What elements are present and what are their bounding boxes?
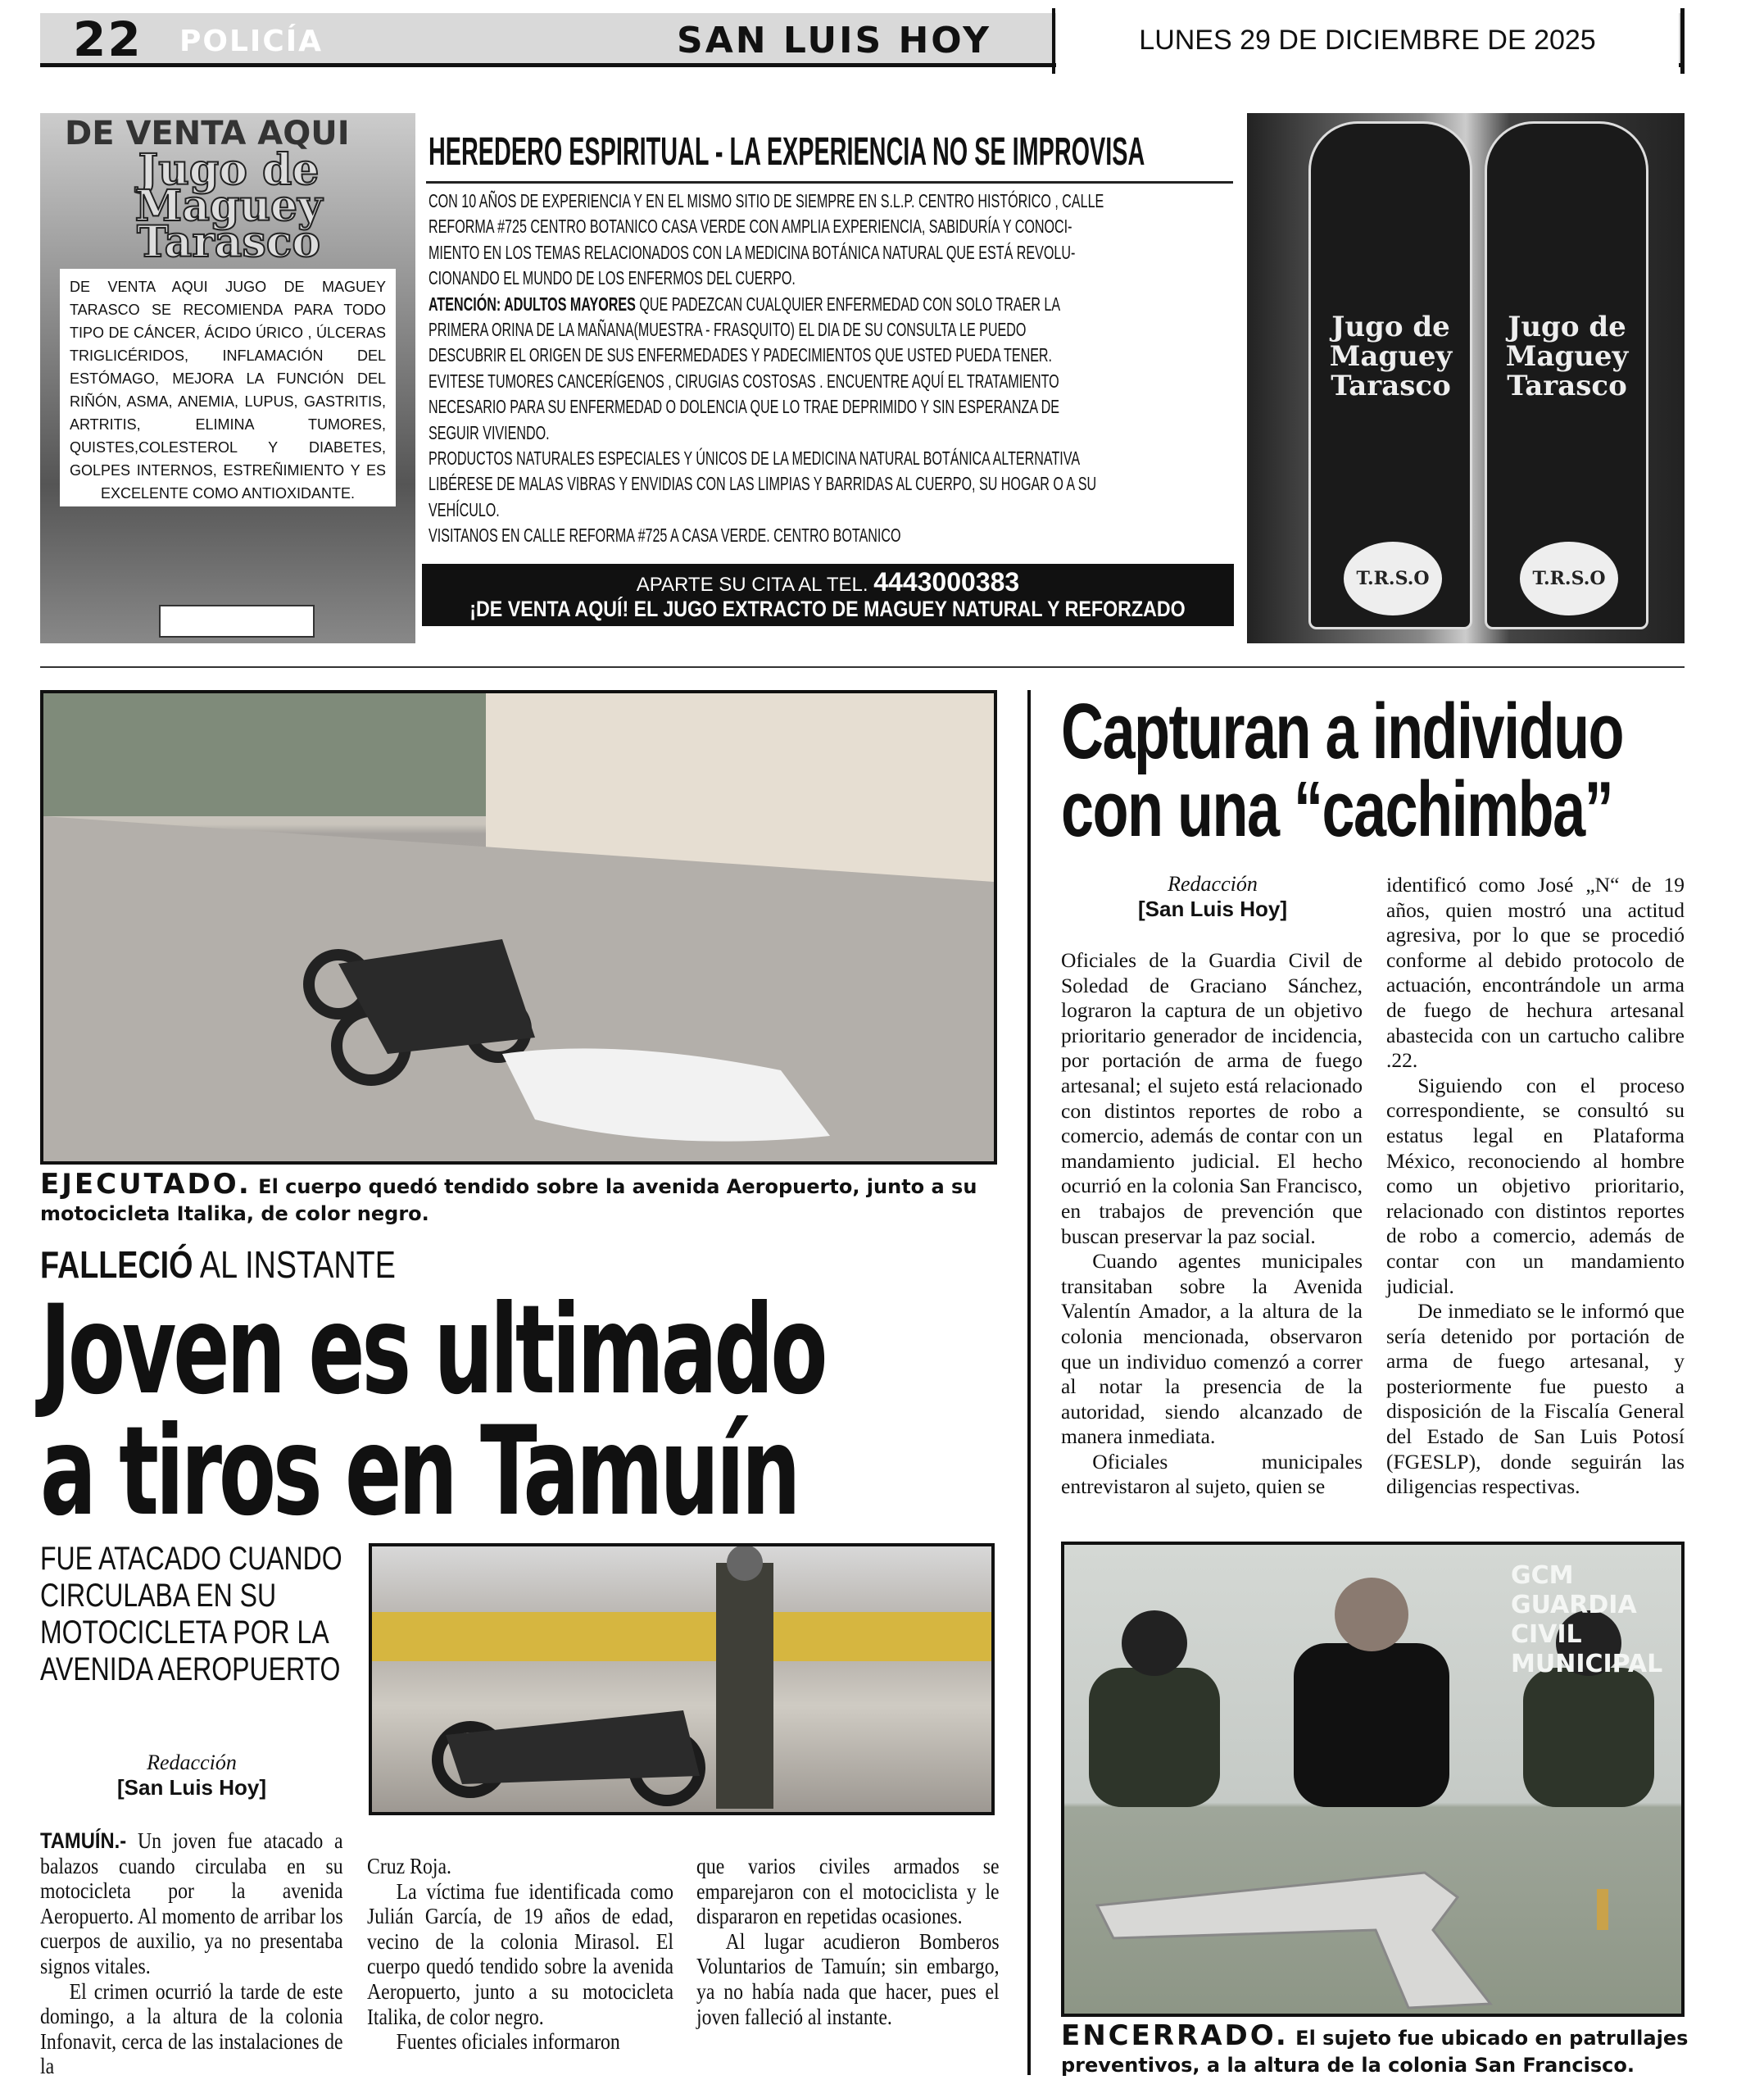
ad-line: CON 10 AÑOS DE EXPERIENCIA Y EN EL MISMO SITIO DE SIEMPRE EN S.L.P. CENTRO HISTÓRICO , CALLE	[429, 190, 1104, 211]
paragraph: El crimen ocurrió la tarde de este domingo, a la altura de la colonia Infonavit, cerca de las instalaciones de la	[40, 1978, 343, 2079]
photo-illustration	[43, 693, 994, 1161]
caption-kicker: EJECUTADO.	[40, 1168, 252, 1201]
ad-line	[429, 292, 1231, 317]
caption-text: El cuerpo quedó tendido sobre la avenida Aeropuerto, junto a su motocicleta Italika, de color negro.	[40, 1175, 977, 1225]
bottle-brand: T.R.S.O	[1344, 542, 1442, 615]
paragraph: Siguiendo con el proceso correspondiente, se consultó su estatus legal en Plataforma México, reconociendo al hombre como un objetivo prioritario, relacionado con distintos reportes de robo a comercio, además de contar con un mandamiento judicial.	[1386, 1073, 1685, 1298]
ad-line: NECESARIO PARA SU ENFERMEDAD O DOLENCIA QUE LO TRAE DEPRIMIDO Y SIN ESPERANZA DE	[429, 396, 1060, 418]
byline	[1061, 872, 1364, 922]
section-divider	[40, 666, 1685, 668]
article-column	[367, 1854, 673, 2055]
paragraph: Oficiales municipales entrevistaron al sujeto, quien se	[1061, 1449, 1363, 1499]
ad-rule	[426, 181, 1233, 184]
paragraph: identificó como José „N“ de 19 años, quien mostró una actitud agresiva, por lo que se procedió conforme al debido protocolo de actuación, encontrándole un arma de fuego de hechura artesanal abastecida con un cartucho calibre .22.	[1386, 873, 1685, 1073]
ad-product-logo: Jugo de Maguey Tarasco	[134, 145, 323, 267]
ad-maguey-image	[40, 113, 415, 643]
paragraph: La víctima fue identificada como Julián García, de 19 años de edad, vecino de la colonia Mirasol. El cuerpo quedó tendido sobre la avenida Aeropuerto, junto a su motocicleta Italika, de color negro.	[367, 1878, 673, 2029]
issue-date: LUNES 29 DE DICIEMBRE DE 2025	[1056, 13, 1679, 67]
paragraph-text: Un joven fue atacado a balazos cuando circulaba en su motocicleta por la avenida Aeropuerto. Al momento de arribar los cuerpos de auxilio, ya no presentaba signos vitales.	[40, 1828, 343, 1978]
ad-body	[429, 188, 1231, 549]
paragraph: Cruz Roja.	[367, 1854, 451, 1878]
photo-police-at-scene	[369, 1543, 995, 1815]
ad-phone-line	[422, 567, 1234, 597]
paragraph	[40, 1828, 343, 1979]
ad-cta-line: ¡DE VENTA AQUÍ! EL JUGO EXTRACTO DE MAGUEY NATURAL Y REFORZADO	[469, 597, 1186, 621]
column-rule	[1027, 690, 1031, 2075]
byline-outlet: [San Luis Hoy]	[116, 1775, 266, 1800]
photo-caption	[40, 1168, 1007, 1227]
ad-line: CIONANDO EL MUNDO DE LOS ENFERMOS DEL CUERPO.	[429, 267, 796, 289]
ad-title: HEREDERO ESPIRITUAL - LA EXPERIENCIA NO SE IMPROVISA	[429, 130, 1145, 174]
kicker-rest: AL INSTANTE	[193, 1243, 396, 1286]
ad-line: VISITANOS EN CALLE REFORMA #725 A CASA VERDE. CENTRO BOTANICO	[429, 524, 901, 547]
kicker-bold: FALLECIÓ	[40, 1243, 193, 1286]
paragraph: Fuentes oficiales informaron	[396, 2029, 620, 2055]
paragraph: Al lugar acudieron Bomberos Voluntarios de Tamuín; sin embargo, ya no había nada que hacer, pues el joven falleció al instante.	[696, 1928, 1000, 2029]
photo-caption	[1061, 2019, 1692, 2078]
article-headline: Capturan a individuo con una “cachimba”	[1061, 688, 1624, 853]
byline-label: Redacción	[1168, 872, 1258, 896]
paragraph: Cuando agentes municipales transitaban sobre la Avenida Valentín Amador, a la altura de la colonia mencionada, observaron que un individuo comenzó a correr al notar la presencia de la autoridad, siendo alcanzado de manera inmediata.	[1061, 1249, 1363, 1449]
ad-line: LIBÉRESE DE MALAS VIBRAS Y ENVIDIAS CON LAS LIMPIAS Y BARRIDAS AL CUERPO, SU HOGAR O A SU	[429, 473, 1097, 495]
ad-line: VEHÍCULO.	[429, 498, 500, 520]
ad-line: PRIMERA ORINA DE LA MAÑANA(MUESTRA - FRASQUITO) EL DIA DE SU CONSULTA LE PUEDO	[429, 319, 1027, 341]
page-number: 22	[73, 11, 143, 67]
article-column	[40, 1828, 343, 2079]
article-column	[1061, 948, 1363, 1500]
ad-attention: ATENCIÓN: ADULTOS MAYORES	[429, 293, 636, 315]
ad-phone: 4443000383	[873, 567, 1020, 597]
ad-line: EVITESE TUMORES CANCERÍGENOS , CIRUGIAS COSTOSAS . ENCUENTRE AQUÍ EL TRATAMIENTO	[429, 370, 1059, 392]
bottle-label: Jugo de Maguey Tarasco	[1329, 311, 1453, 402]
page-header	[40, 13, 1685, 67]
photo-detainee-and-weapon	[1061, 1542, 1685, 2017]
paragraph: que varios civiles armados se emparejaron con el motociclista y le dispararon en repetidas ocasiones.	[696, 1854, 1000, 1929]
paragraph: De inmediato se le informó que sería detenido por portación de arma de fuego artesanal, y posteriormente fue puesto a disposición de la Fiscalía General del Estado de San Luis Potosí (FGESLP), donde seguirán las diligencias respectivas.	[1386, 1299, 1685, 1499]
article-column	[696, 1854, 1000, 2029]
masthead: SAN LUIS HOY	[677, 20, 991, 61]
bottle-left	[1308, 121, 1472, 629]
ad-bottles-image	[1247, 113, 1685, 643]
ad-line: SEGUIR VIVIENDO.	[429, 421, 550, 443]
ad-top-text: DE VENTA AQUI	[65, 115, 350, 152]
header-divider	[1052, 8, 1055, 74]
article-subhead: FUE ATACADO CUANDO CIRCULABA EN SU MOTOCICLETA POR LA AVENIDA AEROPUERTO	[40, 1541, 342, 1687]
ad-cta-bar	[422, 564, 1234, 626]
ad-phone-label: APARTE SU CITA AL TEL.	[636, 574, 874, 596]
dateline: TAMUÍN.-	[40, 1828, 127, 1853]
paragraph: Oficiales de la Guardia Civil de Soledad de Graciano Sánchez, lograron la captura de un objetivo prioritario generador de incidencia, por portación de arma de fuego artesanal; el sujeto está relacionado con distintos reportes de robo a comercio, además de contar con un mandamiento judicial. El hecho ocurrió en la colonia San Francisco, en trabajos de prevención que buscan preservar la paz social.	[1061, 948, 1363, 1248]
bottle-right	[1485, 121, 1648, 629]
ad-line: REFORMA #725 CENTRO BOTANICO CASA VERDE CON AMPLIA EXPERIENCIA, SABIDURÍA Y CONOCI-	[429, 216, 1072, 238]
article-column	[1386, 873, 1685, 1500]
article-headline: Joven es ultimado a tiros en Tamuín	[40, 1279, 825, 1543]
ad-line: MIENTO EN LOS TEMAS RELACIONADOS CON LA MEDICINA BOTÁNICA NATURAL QUE ESTÁ REVOLU-	[429, 241, 1076, 263]
section-label: POLICÍA	[179, 25, 323, 58]
caption-text: El sujeto fue ubicado en patrullajes preventivos, a la altura de la colonia San Francisco.	[1061, 2027, 1689, 2077]
ad-line-text: QUE PADEZCAN CUALQUIER ENFERMEDAD CON SOLO TRAER LA	[635, 293, 1061, 315]
byline-outlet: [San Luis Hoy]	[1137, 897, 1287, 921]
header-divider	[1680, 8, 1685, 74]
ad-blank-box	[159, 605, 315, 638]
photo-illustration	[372, 1546, 991, 1812]
ad-benefits-text: DE VENTA AQUI JUGO DE MAGUEY TARASCO SE RECOMIENDA PARA TODO TIPO DE CÁNCER, ÁCIDO ÚRICO , ÚLCERAS TRIGLICÉRIDOS, INFLAMACIÓN DEL ESTÓMAGO, MEJORA LA FUNCIÓN DEL RIÑÓN, ASMA, ANEMIA, LUPUS, GASTRITIS, ARTRITIS, ELIMINA TUMORES, QUISTES,COLESTEROL Y DIABETES, GOLPES INTERNOS, ESTREÑIMIENTO Y ES EXCELENTE COMO ANTIOXIDANTE.	[60, 269, 396, 506]
photo-motorcycle-scene	[40, 690, 997, 1165]
byline	[40, 1751, 343, 1801]
caption-kicker: ENCERRADO.	[1061, 2019, 1289, 2052]
photo-watermark: GCM GUARDIA CIVIL MUNICIPAL	[1511, 1561, 1663, 1678]
byline-label: Redacción	[147, 1751, 237, 1774]
ad-line: DESCUBRIR EL ORIGEN DE SUS ENFERMEDADES Y PADECIMIENTOS QUE USTED PUEDA TENER.	[429, 344, 1053, 366]
ad-line: PRODUCTOS NATURALES ESPECIALES Y ÚNICOS DE LA MEDICINA NATURAL BOTÁNICA ALTERNATIVA	[429, 447, 1081, 470]
ad-text-block	[422, 113, 1234, 643]
bottle-brand: T.R.S.O	[1520, 542, 1618, 615]
bottle-label: Jugo de Maguey Tarasco	[1505, 311, 1629, 402]
